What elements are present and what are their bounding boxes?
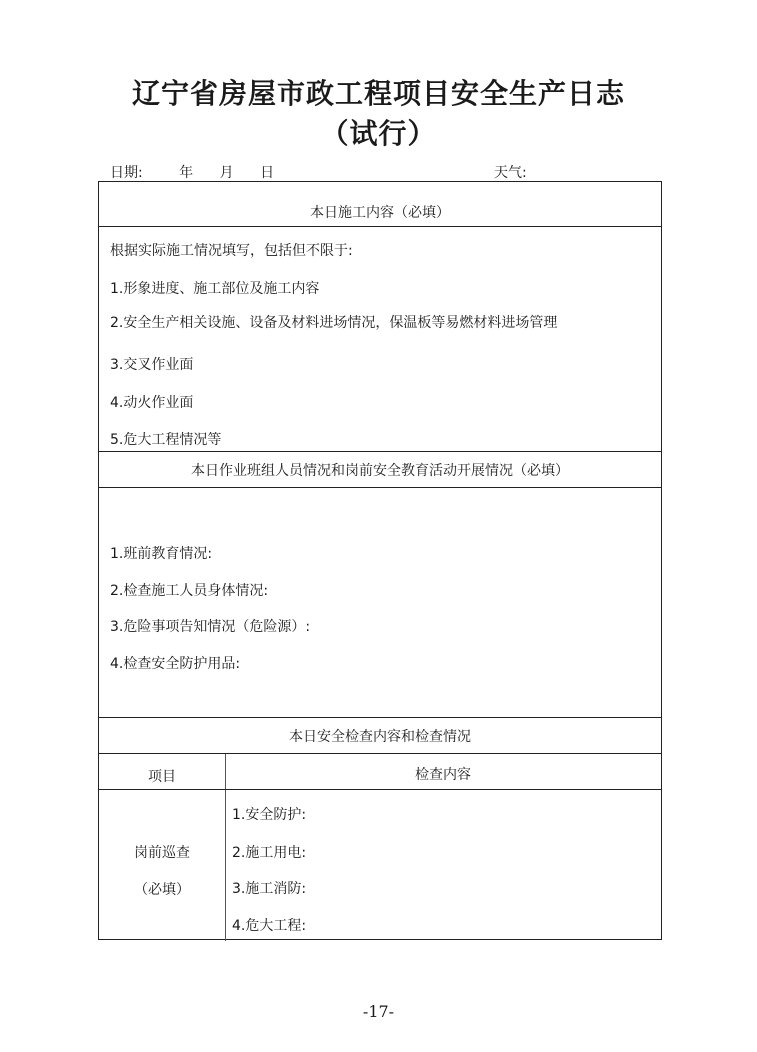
year-label: 年 bbox=[179, 165, 194, 181]
section1-header-divider bbox=[99, 226, 661, 227]
year-blank[interactable] bbox=[155, 167, 179, 182]
column-header-divider bbox=[99, 789, 661, 790]
document-subtitle: （试行） bbox=[320, 117, 437, 150]
section1-line: 5.危大工程情况等 bbox=[110, 432, 222, 448]
column-header-content: 检查内容 bbox=[415, 767, 471, 783]
check-item: 1.安全防护: bbox=[232, 807, 307, 823]
date-label: 日期: bbox=[110, 165, 143, 181]
check-item: 4.危大工程: bbox=[232, 918, 307, 934]
page-number: -17- bbox=[362, 1002, 395, 1021]
section2-line: 3.危险事项告知情况（危险源）: bbox=[110, 619, 311, 635]
month-blank[interactable] bbox=[198, 167, 220, 182]
section3-header-divider bbox=[99, 753, 661, 754]
day-blank[interactable] bbox=[238, 167, 260, 182]
column-header-item: 项目 bbox=[148, 769, 176, 785]
section2-line: 4.检查安全防护用品: bbox=[110, 656, 241, 672]
document-title: 辽宁省房屋市政工程项目安全生产日志 bbox=[131, 77, 625, 110]
section1-line: 3.交叉作业面 bbox=[110, 357, 194, 373]
section2-top-divider bbox=[99, 451, 661, 452]
section2-header: 本日作业班组人员情况和岗前安全教育活动开展情况（必填） bbox=[191, 463, 569, 479]
row-required-label: （必填） bbox=[134, 882, 190, 898]
day-label: 日 bbox=[260, 165, 275, 181]
weather-label: 天气: bbox=[494, 165, 527, 181]
section2-line: 2.检查施工人员身体情况: bbox=[110, 583, 269, 599]
section1-line: 2.安全生产相关设施、设备及材料进场情况，保温板等易燃材料进场管理 bbox=[110, 315, 558, 331]
section1-line: 根据实际施工情况填写，包括但不限于: bbox=[110, 243, 353, 259]
section2-line: 1.班前教育情况: bbox=[110, 546, 213, 562]
month-label: 月 bbox=[219, 165, 234, 181]
check-item: 2.施工用电: bbox=[232, 845, 307, 861]
section1-line: 4.动火作业面 bbox=[110, 395, 194, 411]
section1-header: 本日施工内容（必填） bbox=[310, 205, 450, 221]
section3-top-divider bbox=[99, 717, 661, 718]
row-label: 岗前巡查 bbox=[134, 845, 190, 861]
section3-header: 本日安全检查内容和检查情况 bbox=[289, 729, 471, 745]
check-item: 3.施工消防: bbox=[232, 881, 307, 897]
section2-header-divider bbox=[99, 487, 661, 488]
date-line bbox=[110, 162, 274, 182]
section1-line: 1.形象进度、施工部位及施工内容 bbox=[110, 281, 320, 297]
log-table bbox=[98, 181, 662, 940]
